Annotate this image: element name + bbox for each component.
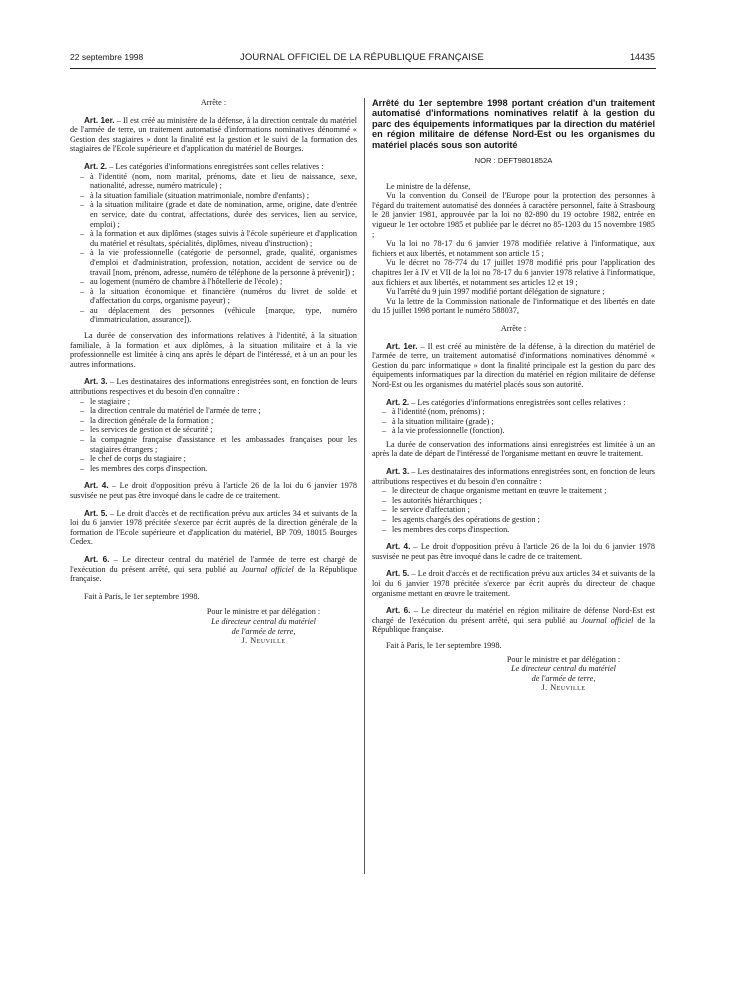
visa-line: Vu la convention du Conseil de l'Europe pour la protection des personnes à l'égard du traitement automatisé des données à caractère personnel, faite à Strasbourg le 28 janvier 1981, approuvée par la loi no 82-890 du 19 octobre 1982, entrée en vigueur le 1er octobre 1985 et publiée par le décret no 85-1203 du 15 novembre 1985 ;	[372, 191, 655, 239]
list-item: – le stagiaire ;	[80, 396, 131, 406]
article-text: – Les catégories d'informations enregistrées sont celles relatives :	[409, 397, 626, 407]
article-5	[372, 569, 655, 598]
article-1	[70, 116, 357, 154]
signatory-name: J. Neuville	[541, 683, 586, 693]
article-number: Art. 1er.	[386, 341, 418, 351]
journal-officiel-ref: Journal officiel	[241, 564, 294, 574]
article-number: Art. 5.	[84, 508, 108, 518]
header-rule	[70, 68, 656, 69]
list-item: – à l'identité (nom, nom marital, prénoms, date et lieu de naissance, sexe, nationalité, adresse, numéro matricule) ;	[80, 171, 357, 191]
article-6: Art. 6. – Le directeur central du matériel de l'armée de terre est chargé de l'exécution du présent arrêté, qui sera publié au Journal officiel de la République française.	[70, 554, 358, 584]
article-number: Art. 6.	[84, 554, 110, 564]
article-4	[70, 481, 357, 500]
signature-block: Pour le ministre et par délégation : Le directeur central du matériel de l'armée de terre, J. Neuville	[70, 607, 357, 645]
list-item: – au déplacement des personnes (véhicule [marque, type, numéro d'immatriculation, assurance]).	[80, 305, 357, 325]
decree-title: Arrêté du 1er septembre 1998 portant création d'un traitement automatisé d'informations nominatives relatif à la gestion du parc des équipements informatiques par la direction du matériel en région militaire de défense Nord-Est ou les organismes du matériel placés sous son autorité	[372, 98, 655, 150]
article-2	[372, 398, 655, 408]
list-item: – les autorités hiérarchiques ;	[382, 495, 482, 505]
article-3	[372, 467, 655, 486]
list-item: – les services de gestion et de sécurité ;	[80, 425, 213, 435]
article-number: Art. 3.	[386, 467, 410, 477]
visa-line: Vu la loi no 78-17 du 6 janvier 1978 modifiée relative à l'informatique, aux fichiers et aux libertés, et notamment son article 15 ;	[372, 239, 655, 258]
conservation-paragraph: La durée de conservation des informations relatives à l'identité, à la situation familiale, à la formation et aux diplômes, à la situation militaire et à la vie professionnelle est limitée à cinq ans après le départ de l'intéressé, et à un an pour les autres informations.	[70, 331, 357, 369]
article-text: – Il est créé au ministère de la défense, à la direction centrale du matériel de l'armée de terre, un traitement automatisé d'informations nominatives dénommé « Gestion des stagiaires » dont la finalité est la gestion et le suivi de la formation des stagiaires de l'Ecole supérieure et d'application du matériel de Bourges.	[70, 115, 357, 154]
list-item: – la compagnie française d'assistance et les ambassades françaises pour les stagiaires étrangers ;	[80, 435, 357, 454]
article-5	[70, 509, 357, 547]
journal-officiel-ref: Journal officiel	[581, 615, 634, 625]
visa-line: Vu le décret no 78-774 du 17 juillet 1978 modifié pris pour l'application des chapitres Ier à IV et VII de la loi no 78-17 du 6 janvier 1978 relative à l'informatique, aux fichiers et aux libertés, et notamment ses articles 12 et 19 ;	[372, 258, 655, 287]
right-column	[372, 98, 655, 693]
article-2	[70, 162, 357, 172]
article-3	[70, 377, 357, 396]
left-column	[70, 98, 357, 646]
fait-a-paris: Fait à Paris, le 1er septembre 1998.	[386, 640, 502, 650]
header-date: 22 septembre 1998	[70, 52, 144, 62]
visa-line: Vu l'arrêté du 9 juin 1997 modifié portant délégation de signature ;	[386, 287, 605, 297]
article-number: Art. 3.	[84, 377, 108, 387]
conservation-paragraph: La durée de conservation des informations ainsi enregistrées est limitée à un an après la date de départ de l'intéressé de l'organisme mettant en œuvre le traitement.	[372, 439, 655, 459]
arrete-label: Arrête :	[500, 323, 527, 333]
article-number: Art. 2.	[386, 397, 410, 407]
visa-line: Vu la lettre de la Commission nationale de l'informatique et des libertés en date du 15 juillet 1998 portant le numéro 588037,	[372, 296, 655, 316]
article-2-list	[372, 407, 655, 436]
nor-reference: NOR : DEFT9801852A	[474, 156, 553, 166]
article-text: – Il est créé au ministère de la défense, à la direction du matériel de l'armée de terre, un traitement automatisé d'informations nominatives dénommé « Gestion du parc informatique » dont la finalité principale est la gestion du parc des équipements informatiques par la direction du matériel en région militaire de défense Nord-Est ou les organismes du matériel placés sous son autorité.	[372, 341, 655, 389]
list-item: – à la situation militaire (grade et date de nomination, arme, origine, date d'entrée en service, date du contrat, affectations, durée des services, lien au service, emploi) ;	[80, 200, 357, 229]
article-text: – Le droit d'accès et de rectification prévu aux articles 34 et suivants de la loi du 6 janvier 1978 précitée s'exerce par écrit auprès du directeur de chaque organisme mettant en œuvre le traitement.	[372, 569, 655, 598]
page-header	[70, 52, 655, 68]
list-item: – à la situation militaire (grade) ;	[382, 416, 494, 426]
article-3-list	[70, 397, 357, 474]
list-item: – les membres des corps d'inspection.	[80, 463, 208, 473]
list-item: – à l'identité (nom, prénoms) ;	[382, 407, 485, 417]
article-text: – Les destinataires des informations enregistrées sont, en fonction de leurs attributions respectives et du besoin d'en connaître :	[372, 467, 655, 486]
list-item: – le chef de corps du stagiaire ;	[80, 454, 186, 464]
visa-line: Le ministre de la défense,	[386, 181, 471, 191]
list-item: – à la vie professionnelle (fonction).	[382, 426, 505, 436]
article-text: – Les catégories d'informations enregistrées sont celles relatives :	[107, 161, 324, 171]
signature-block: Pour le ministre et par délégation : Le directeur central du matériel de l'armée de terre, J. Neuville	[372, 655, 655, 693]
article-6: Art. 6. – Le directeur du matériel en région militaire de défense Nord-Est est chargé de l'exécution du présent arrêté, qui sera publié au Journal officiel de la République française.	[372, 606, 655, 635]
list-item: – le directeur de chaque organisme mettant en œuvre le traitement ;	[382, 486, 607, 496]
fait-a-paris: Fait à Paris, le 1er septembre 1998.	[84, 591, 200, 601]
article-4	[372, 542, 655, 561]
article-text: – Les destinataires des informations enregistrées sont, en fonction de leurs attributions respectives et du besoin d'en connaître :	[70, 377, 357, 397]
article-text: – Le droit d'opposition prévu à l'article 26 de la loi du 6 janvier 1978 susvisée ne peut pas être invoqué dans le cadre de ce traitement.	[70, 481, 357, 500]
list-item: – les membres des corps d'inspection.	[382, 524, 510, 534]
list-item: – les agents chargés des opérations de gestion ;	[382, 515, 540, 525]
arrete-label: Arrête :	[200, 98, 227, 107]
article-number: Art. 1er.	[84, 115, 115, 125]
article-number: Art. 5.	[386, 569, 410, 579]
article-3-list	[372, 486, 655, 534]
journal-title: JOURNAL OFFICIEL DE LA RÉPUBLIQUE FRANÇAISE	[240, 52, 484, 63]
list-item: – à la situation économique et financière (numéros du livret de solde et d'affectation du corps, organisme payeur) ;	[80, 286, 357, 306]
article-number: Art. 2.	[84, 161, 108, 171]
article-2-list	[70, 172, 357, 326]
signatory-name: J. Neuville	[241, 636, 286, 646]
article-number: Art. 6.	[386, 606, 411, 616]
page-number: 14435	[629, 52, 655, 62]
list-item: – la direction centrale du matériel de l'armée de terre ;	[80, 406, 261, 416]
list-item: – au logement (numéro de chambre à l'hôtellerie de l'école) ;	[80, 277, 283, 287]
list-item: – à la situation familiale (situation matrimoniale, nombre d'enfants) ;	[80, 190, 310, 200]
column-divider	[364, 98, 365, 874]
list-item: – à la formation et aux diplômes (stages suivis à l'école supérieure et d'application du matériel et résultats, spécialités, diplômes, niveau d'instruction) ;	[80, 229, 357, 248]
article-number: Art. 4.	[386, 542, 411, 552]
list-item: – le service d'affectation ;	[382, 505, 470, 515]
list-item: – à la vie professionnelle (catégorie de personnel, grade, qualité, organismes d'emploi et d'administration, profession, notation, accident de service ou de travail [nom, prénom, adresse, numéro de téléphone de la personne à prévenir]) ;	[80, 248, 357, 277]
article-number: Art. 4.	[84, 481, 109, 491]
article-1	[372, 342, 655, 390]
article-text: – Le droit d'accès et de rectification prévu aux articles 34 et suivants de la loi du 6 janvier 1978 précitée s'exerce par écrit auprès de la direction générale de la formation de l'Ecole supérieure et d'application du matériel, BP 709, 18015 Bourges Cedex.	[70, 508, 357, 547]
article-text: – Le droit d'opposition prévu à l'article 26 de la loi du 6 janvier 1978 susvisée ne peut pas être invoqué dans le cadre de ce traitement.	[372, 542, 655, 561]
list-item: – la direction générale de la formation ;	[80, 415, 214, 425]
